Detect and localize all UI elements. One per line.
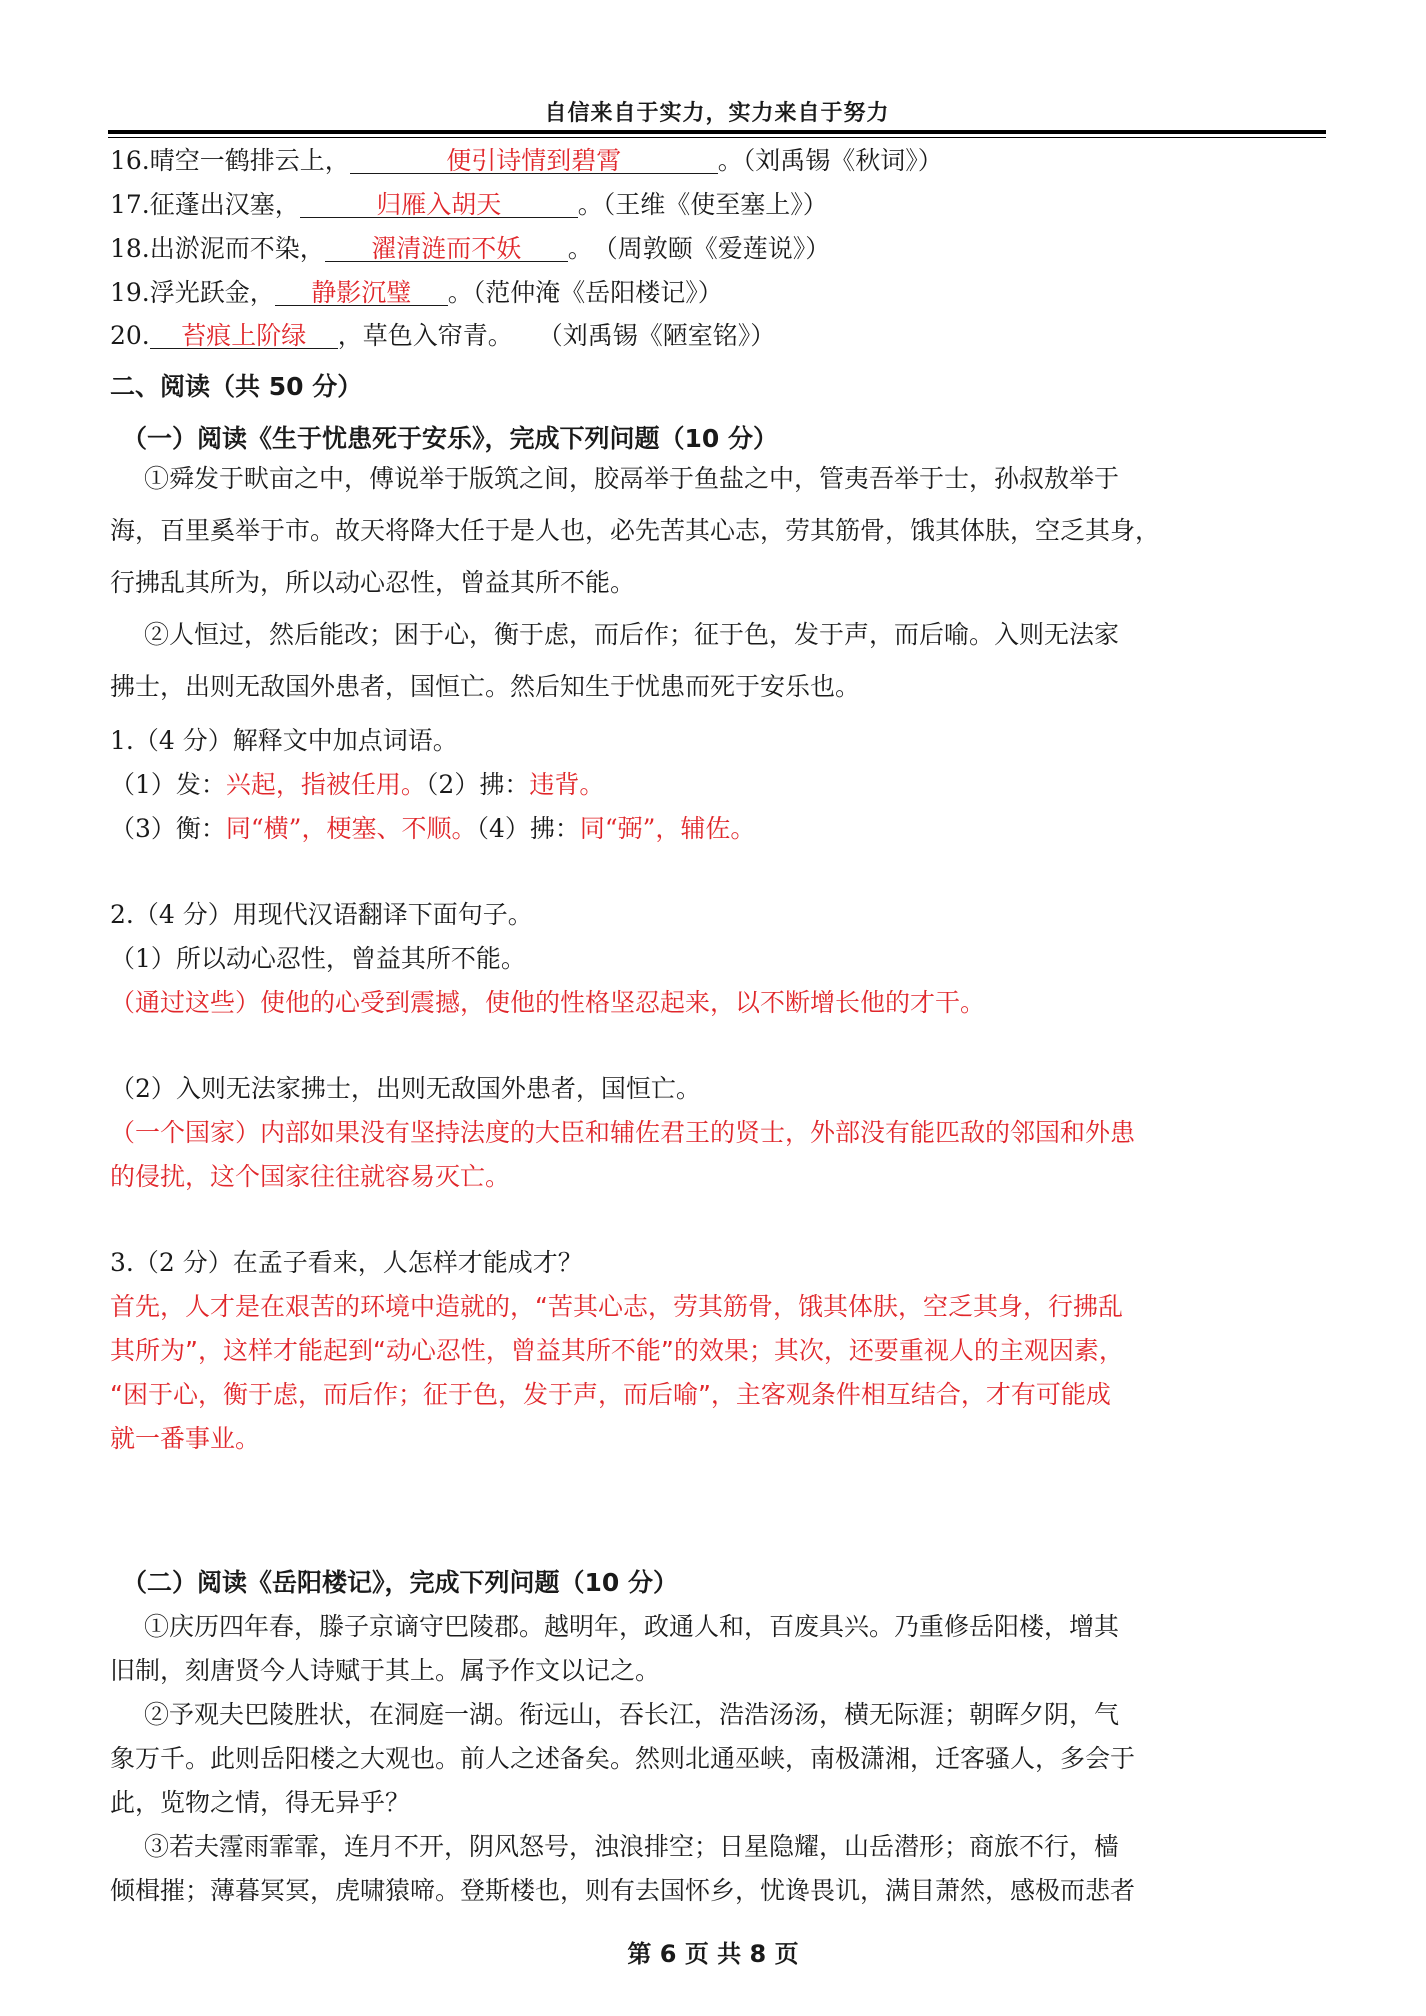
passage-line: 象万千。此则岳阳楼之大观也。前人之述备矣。然则北通巫峡，南极潇湘，迁客骚人，多会于 (110, 1744, 1136, 1773)
passage-line: 此，览物之情，得无异乎？ (110, 1788, 411, 1817)
page-footer: 第 6 页 共 8 页 (627, 1940, 799, 1968)
passage-line: 倾楫摧；薄暮冥冥，虎啸猿啼。登斯楼也，则有去国怀乡，忧谗畏讥，满目萧然，感极而悲者 (110, 1876, 1136, 1905)
q1-answers-row2: （3）衡：同“横”，梗塞、不顺。（4）拂：同“弼”，辅佐。 (110, 814, 756, 843)
part2-title: （二）阅读《岳阳楼记》，完成下列问题（10 分） (122, 1568, 678, 1597)
q3-answer: “困于心，衡于虑，而后作；征于色，发于声，而后喻”，主客观条件相互结合，才有可能成 (110, 1380, 1111, 1409)
passage-line: 海，百里奚举于市。故天将降大任于是人也，必先苦其心志，劳其筋骨，饿其体肤，空乏其身， (110, 516, 1161, 545)
dictation-item: 16.晴空一鹤排云上， 便引诗情到碧霄 。（刘禹锡《秋词》） (110, 146, 943, 175)
section-title: 二、阅读（共 50 分） (110, 372, 363, 401)
dictation-item: 18.出淤泥而不染， 濯清涟而不妖 。 （周敦颐《爱莲说》） (110, 234, 831, 263)
q1-answers-row1: （1）发：兴起，指被任用。（2）拂：违背。 (110, 770, 605, 799)
question-1: 1.（4 分）解释文中加点词语。 (110, 726, 458, 755)
passage-line: ①舜发于畎亩之中，傅说举于版筑之间，胶鬲举于鱼盐之中，管夷吾举于士，孙叔敖举于 (144, 464, 1120, 493)
answer-blank: 静影沉璧 (275, 280, 448, 306)
dictation-item: 20. 苔痕上阶绿 ，草色入帘青。 （刘禹锡《陋室铭》） (110, 321, 776, 350)
dictation-item: 17.征蓬出汉塞， 归雁入胡天 。（王维《使至塞上》） (110, 190, 828, 219)
passage-line: ③若夫霪雨霏霏，连月不开，阴风怒号，浊浪排空；日星隐耀，山岳潜形；商旅不行，樯 (144, 1832, 1120, 1861)
q2-answer-2: （一个国家）内部如果没有坚持法度的大臣和辅佐君王的贤士，外部没有能匹敌的邻国和外患 (110, 1118, 1136, 1147)
q3-answer: 其所为”，这样才能起到“动心忍性，曾益其所不能”的效果；其次，还要重视人的主观因素， (110, 1336, 1124, 1365)
answer-blank: 苔痕上阶绿 (150, 323, 338, 349)
q2-sentence-2: （2）入则无法家拂士，出则无敌国外患者，国恒亡。 (110, 1074, 701, 1103)
page-header: 自信来自于实力，实力来自于努力 (544, 101, 890, 126)
dictation-item: 19.浮光跃金， 静影沉璧 。（范仲淹《岳阳楼记》） (110, 278, 723, 307)
q2-answer-1: （通过这些）使他的心受到震撼，使他的性格坚忍起来，以不断增长他的才干。 (110, 988, 986, 1017)
passage-line: 拂士，出则无敌国外患者，国恒亡。然后知生于忧患而死于安乐也。 (110, 672, 861, 701)
header-rule-thin (108, 137, 1326, 138)
header-rule-thick (108, 130, 1326, 134)
answer-blank: 归雁入胡天 (300, 192, 578, 218)
q2-answer-2: 的侵扰，这个国家往往就容易灭亡。 (110, 1162, 511, 1191)
question-3: 3.（2 分）在孟子看来，人怎样才能成才？ (110, 1248, 583, 1277)
passage-line: ①庆历四年春，滕子京谪守巴陵郡。越明年，政通人和，百废具兴。乃重修岳阳楼，增其 (144, 1612, 1120, 1641)
passage-line: 旧制，刻唐贤今人诗赋于其上。属予作文以记之。 (110, 1656, 661, 1685)
question-2: 2.（4 分）用现代汉语翻译下面句子。 (110, 900, 533, 929)
answer-blank: 濯清涟而不妖 (325, 236, 568, 262)
q2-sentence-1: （1）所以动心忍性，曾益其所不能。 (110, 944, 526, 973)
passage-line: ②予观夫巴陵胜状，在洞庭一湖。衔远山，吞长江，浩浩汤汤，横无际涯；朝晖夕阴，气 (144, 1700, 1120, 1729)
part1-title: （一）阅读《生于忧患死于安乐》，完成下列问题（10 分） (122, 424, 778, 453)
passage-line: 行拂乱其所为，所以动心忍性，曾益其所不能。 (110, 568, 636, 597)
passage-line: ②人恒过，然后能改；困于心，衡于虑，而后作；征于色，发于声，而后喻。入则无法家 (144, 620, 1120, 649)
q3-answer: 首先，人才是在艰苦的环境中造就的，“苦其心志，劳其筋骨，饿其体肤，空乏其身，行拂乱 (110, 1292, 1123, 1321)
answer-blank: 便引诗情到碧霄 (350, 148, 718, 174)
q3-answer: 就一番事业。 (110, 1424, 261, 1453)
